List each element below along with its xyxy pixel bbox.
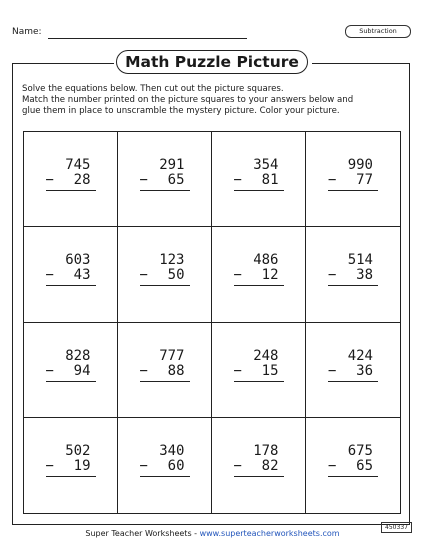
instruction-line: glue them in place to unscramble the mystery picture. Color your picture. <box>22 106 340 117</box>
problem-cell <box>306 418 400 513</box>
subtraction-problem <box>140 158 190 191</box>
subtrahend: 43 <box>73 267 91 284</box>
problem-cell <box>24 418 118 513</box>
subtrahend: 12 <box>261 267 279 284</box>
subtrahend: 82 <box>261 457 279 474</box>
answer-line <box>234 476 284 477</box>
problem-cell <box>118 132 212 227</box>
answer-line <box>140 285 190 286</box>
subtrahend: 81 <box>261 172 279 188</box>
subtrahend-row <box>140 173 190 188</box>
minuend: 291 <box>159 157 185 173</box>
subtrahend-row <box>234 364 284 379</box>
subtrahend: 50 <box>167 267 185 284</box>
subtrahend: 28 <box>73 172 91 188</box>
subtrahend: 60 <box>167 457 185 474</box>
subtrahend: 36 <box>356 362 373 379</box>
subtraction-problem <box>46 444 96 477</box>
problem-cell <box>24 227 118 322</box>
instruction-line: Solve the equations below. Then cut out the picture squares. <box>22 84 284 94</box>
minus-sign: − <box>139 172 148 188</box>
minus-sign: − <box>233 267 242 284</box>
minus-sign: − <box>328 172 337 188</box>
minuend: 603 <box>65 252 91 269</box>
footer-separator: - <box>191 529 200 538</box>
subject-tag: Subtraction <box>345 25 411 38</box>
minuend: 990 <box>347 157 373 173</box>
worksheet-code: 450337 <box>381 522 412 533</box>
subtrahend-row <box>46 364 96 379</box>
minuend: 178 <box>253 442 279 459</box>
minuend: 777 <box>159 347 185 364</box>
problem-cell <box>212 132 306 227</box>
minus-sign: − <box>45 362 54 379</box>
minuend: 675 <box>347 442 373 459</box>
subtrahend-row <box>328 173 378 188</box>
answer-line <box>140 476 190 477</box>
minuend: 502 <box>65 442 91 459</box>
subtraction-problem <box>234 444 284 477</box>
instruction-line: Match the number printed on the picture squares to your answers below and <box>22 95 354 106</box>
minuend: 340 <box>159 442 185 459</box>
subtraction-problem <box>328 158 378 191</box>
subtrahend-row <box>328 268 378 283</box>
problem-cell <box>306 132 400 227</box>
subtrahend-row <box>46 173 96 188</box>
answer-line <box>328 381 378 382</box>
subtrahend: 65 <box>356 457 373 474</box>
problem-cell <box>24 132 118 227</box>
problem-cell <box>306 227 400 322</box>
minuend: 745 <box>65 157 91 173</box>
minus-sign: − <box>328 267 337 284</box>
minus-sign: − <box>45 457 54 474</box>
subtraction-problem <box>234 158 284 191</box>
subtrahend-row <box>46 268 96 283</box>
subtrahend-row <box>328 459 378 474</box>
minus-sign: − <box>328 457 337 474</box>
subtraction-problem <box>328 444 378 477</box>
problem-cell <box>24 323 118 418</box>
subtrahend-row <box>140 459 190 474</box>
minuend: 123 <box>159 252 185 269</box>
answer-line <box>140 190 190 191</box>
page-title: Math Puzzle Picture <box>116 50 308 74</box>
minuend: 354 <box>253 157 279 173</box>
minus-sign: − <box>233 362 242 379</box>
subtraction-problem <box>234 253 284 286</box>
answer-line <box>46 190 96 191</box>
minus-sign: − <box>328 362 337 379</box>
answer-line <box>46 285 96 286</box>
subtrahend-row <box>46 459 96 474</box>
answer-line <box>140 381 190 382</box>
subtraction-problem <box>140 444 190 477</box>
problem-cell <box>118 323 212 418</box>
problem-cell <box>212 323 306 418</box>
answer-line <box>46 476 96 477</box>
subtrahend-row <box>328 364 378 379</box>
minuend: 486 <box>253 252 279 269</box>
instructions <box>22 84 407 118</box>
answer-line <box>46 381 96 382</box>
subtrahend: 38 <box>356 267 373 284</box>
subtraction-problem <box>328 253 378 286</box>
subtrahend-row <box>140 268 190 283</box>
answer-line <box>328 476 378 477</box>
subtraction-problem <box>328 349 378 382</box>
minus-sign: − <box>139 457 148 474</box>
subtrahend: 94 <box>73 362 91 379</box>
subtrahend: 65 <box>167 172 185 188</box>
subtrahend-row <box>234 459 284 474</box>
problem-cell <box>118 418 212 513</box>
problem-cell <box>118 227 212 322</box>
subtraction-problem <box>140 253 190 286</box>
answer-line <box>234 381 284 382</box>
minus-sign: − <box>45 267 54 284</box>
subtrahend-row <box>234 268 284 283</box>
subtrahend: 15 <box>261 362 279 379</box>
minus-sign: − <box>233 172 242 188</box>
answer-line <box>234 190 284 191</box>
minus-sign: − <box>139 362 148 379</box>
subtraction-problem <box>46 158 96 191</box>
footer-url-link[interactable]: www.superteacherworksheets.com <box>199 529 340 538</box>
name-label: Name: <box>12 27 42 37</box>
problem-cell <box>212 418 306 513</box>
minuend: 514 <box>347 252 373 269</box>
subtraction-problem <box>140 349 190 382</box>
subtrahend: 88 <box>167 362 185 379</box>
minus-sign: − <box>45 172 54 188</box>
problem-grid <box>23 131 401 514</box>
subtrahend: 19 <box>73 457 91 474</box>
answer-line <box>328 285 378 286</box>
subtraction-problem <box>46 253 96 286</box>
minus-sign: − <box>139 267 148 284</box>
minuend: 248 <box>253 347 279 364</box>
subtrahend: 77 <box>356 172 373 188</box>
minus-sign: − <box>233 457 242 474</box>
answer-line <box>328 190 378 191</box>
problem-cell <box>212 227 306 322</box>
subtraction-problem <box>46 349 96 382</box>
minuend: 828 <box>65 347 91 364</box>
footer <box>0 529 425 538</box>
problem-cell <box>306 323 400 418</box>
subtrahend-row <box>140 364 190 379</box>
minuend: 424 <box>347 347 373 364</box>
name-line[interactable] <box>48 38 247 39</box>
answer-line <box>234 285 284 286</box>
subtrahend-row <box>234 173 284 188</box>
footer-site-name: Super Teacher Worksheets <box>85 529 192 538</box>
subtraction-problem <box>234 349 284 382</box>
